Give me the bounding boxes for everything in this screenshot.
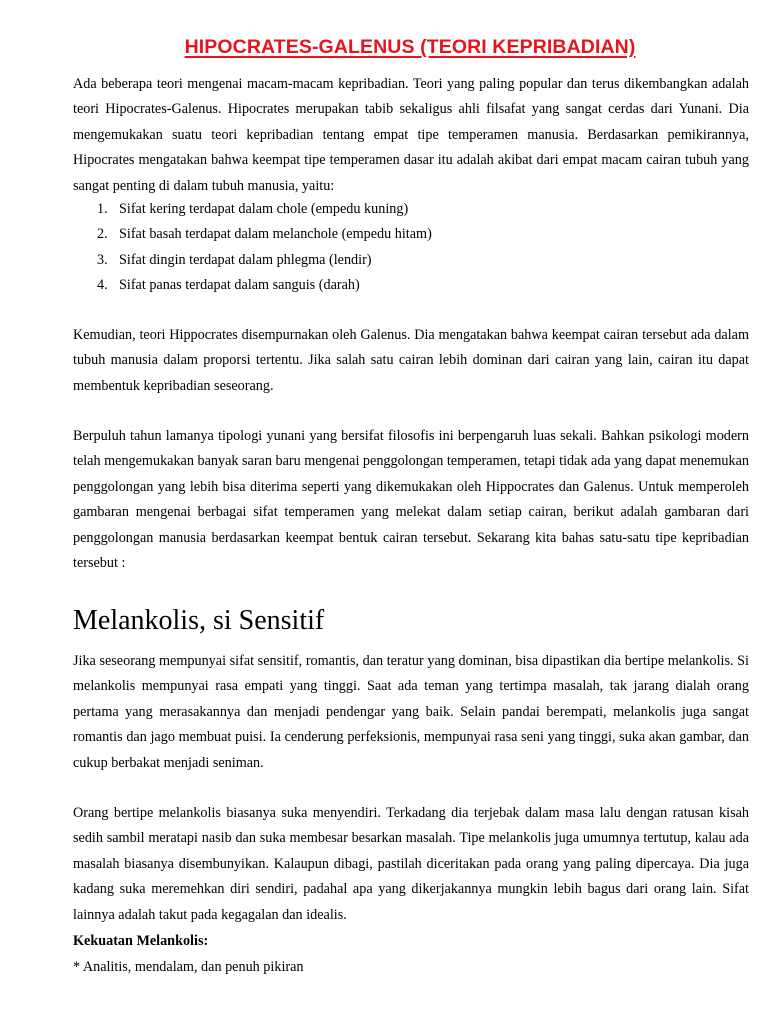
list-item: [97, 248, 737, 273]
list-item-number: 4.: [97, 277, 108, 294]
list-item: [97, 273, 737, 298]
list-item-number: 3.: [97, 251, 108, 268]
galenus-paragraph: Kemudian, teori Hippocrates disempurnakan oleh Galenus. Dia mengatakan bahwa keempat cairan tersebut ada dalam tubuh manusia dalam proporsi tertentu. Jika salah satu cairan lebih dominan dari cairan yang lain, cairan itu dapat membentuk kepribadian seseorang.: [73, 327, 749, 394]
list-item: [97, 222, 737, 247]
humors-list: [97, 197, 737, 299]
list-item-text: Sifat kering terdapat dalam chole (empedu kuning): [119, 201, 409, 217]
section-heading: Melankolis, si Sensitif: [73, 605, 325, 636]
list-item-text: Sifat basah terdapat dalam melanchole (empedu hitam): [119, 226, 432, 243]
list-item-number: 1.: [97, 201, 108, 217]
melankolis-paragraph-1: Jika seseorang mempunyai sifat sensitif, romantis, dan teratur yang dominan, bisa dipastikan dia bertipe melankolis. Si melankolis mempunyai rasa empati yang tinggi. Saat ada teman yang tertimpa masalah, tak jarang dialah orang pertama yang merasakannya dan menjadi pendengar yang baik. Selain pandai berempati, melankolis juga sangat romantis dan jago membuat puisi. Ia cenderung perfeksionis, mempunyai rasa seni yang tinggi, suka akan gambar, dan cukup berbakat menjadi seniman.: [73, 653, 749, 771]
melankolis-paragraph-2: Orang bertipe melankolis biasanya suka menyendiri. Terkadang dia terjebak dalam masa lalu dengan ratusan kisah sedih sambil meratapi nasib dan suka membesar besarkan masalah. Tipe melankolis juga umumnya tertutup, kalau ada masalah biasanya disembunyikan. Kalaupun dibagi, pastilah diceritakan pada orang yang paling dipercaya. Dia juga kadang suka meremehkan diri sendiri, padahal apa yang dikerjakannya mungkin lebih bagus dari orang lain. Sifat lainnya adalah takut pada kegagalan dan idealis.: [73, 805, 749, 923]
strengths-heading: Kekuatan Melankolis:: [73, 933, 209, 949]
list-item: [97, 197, 737, 222]
list-item-text: Sifat panas terdapat dalam sanguis (darah): [119, 277, 360, 294]
page-title: HIPOCRATES-GALENUS (TEORI KEPRIBADIAN): [184, 36, 636, 58]
tipologi-paragraph: Berpuluh tahun lamanya tipologi yunani yang bersifat filosofis ini berpengaruh luas sekali. Bahkan psikologi modern telah mengemukakan banyak saran baru mengenai penggolongan temperamen, tetapi tidak ada yang dapat menemukan penggolongan yang lebih bisa diterima seperti yang dikemukakan oleh Hippocrates dan Galenus. Untuk memperoleh gambaran mengenai berbagai sifat temperamen yang melekat dalam setiap cairan, berikut adalah gambaran dari penggolongan manusia berdasarkan keempat bentuk cairan tersebut. Sekarang kita bahas satu-satu tipe kepribadian tersebut :: [73, 428, 750, 572]
list-item-text: Sifat dingin terdapat dalam phlegma (lendir): [119, 251, 372, 268]
strengths-list-item: * Analitis, mendalam, dan penuh pikiran: [73, 959, 304, 975]
list-item-number: 2.: [97, 226, 108, 243]
intro-paragraph: Ada beberapa teori mengenai macam-macam kepribadian. Teori yang paling popular dan terus dikembangkan adalah teori Hipocrates-Galenus. Hipocrates merupakan tabib sekaligus ahli filsafat yang sangat cerdas dari Yunani. Dia mengemukakan suatu teori kepribadian tentang empat tipe temperamen manusia. Berdasarkan pemikirannya, Hipocrates mengatakan bahwa keempat tipe temperamen dasar itu adalah akibat dari empat macam cairan tubuh yang sangat penting di dalam tubuh manusia, yaitu:: [73, 76, 749, 194]
